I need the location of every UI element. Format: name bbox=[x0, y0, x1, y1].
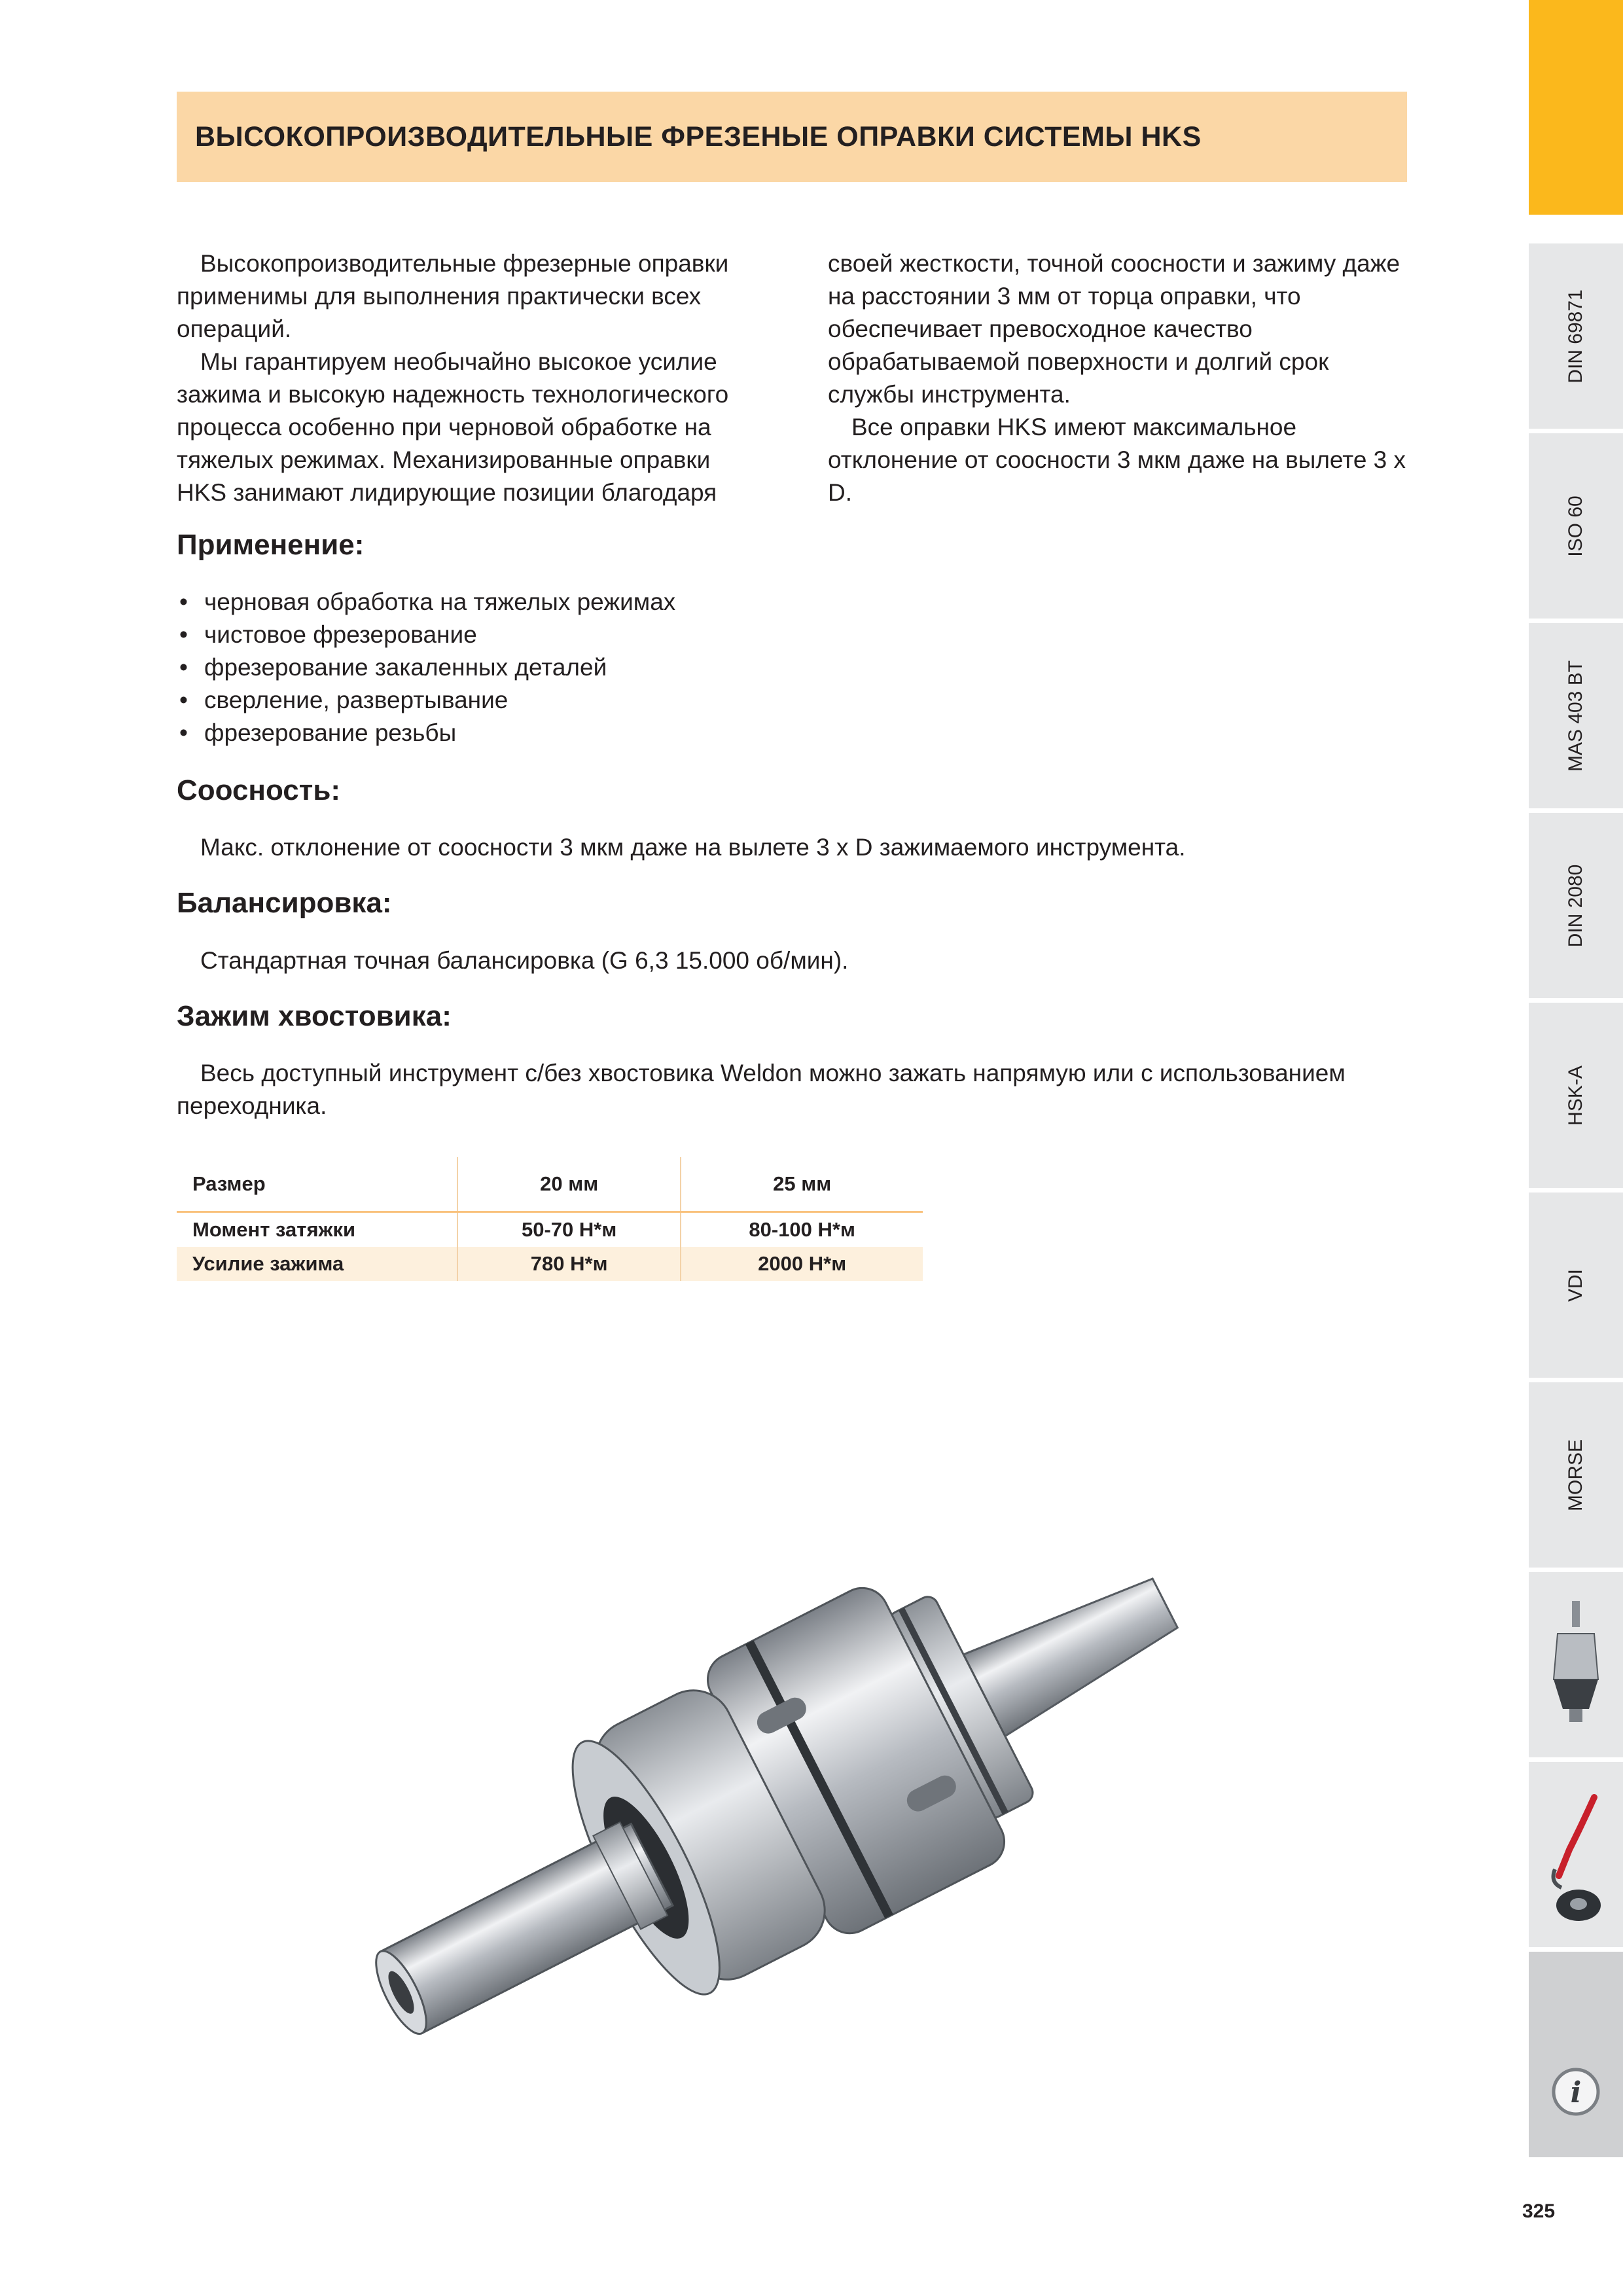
table-cell: Усилие зажима bbox=[177, 1247, 457, 1281]
tab-hsk-a[interactable] bbox=[1529, 1003, 1623, 1191]
tab-wrench-nut[interactable] bbox=[1529, 1762, 1623, 1950]
column-header: 20 мм bbox=[457, 1157, 681, 1212]
tab-label: MORSE bbox=[1565, 1439, 1586, 1511]
column-header: Размер bbox=[177, 1157, 457, 1212]
info-icon bbox=[1543, 1974, 1609, 2118]
table-row bbox=[177, 1212, 923, 1247]
title-bar bbox=[177, 92, 1407, 182]
application-list bbox=[177, 586, 675, 749]
table-cell: 2000 H*м bbox=[681, 1247, 923, 1281]
tab-label: VDI bbox=[1565, 1268, 1586, 1302]
intro-text bbox=[177, 247, 1407, 509]
page-title: ВЫСОКОПРОИЗВОДИТЕЛЬНЫЕ ФРЕЗЕНЫЕ ОПРАВКИ СИСТЕМЫ HKS bbox=[195, 120, 1202, 152]
tab-vdi[interactable] bbox=[1529, 1193, 1623, 1381]
drill-chuck-icon bbox=[1543, 1594, 1609, 1738]
shank-clamping-heading: Зажим хвостовика: bbox=[177, 1000, 452, 1032]
balancing-text: Стандартная точная балансировка (G 6,3 15.000 об/мин). bbox=[200, 947, 849, 974]
list-item: • черновая обработка на тяжелых режимах bbox=[177, 586, 675, 619]
wrench-nut-icon bbox=[1543, 1784, 1609, 1928]
sidebar-tabs bbox=[1529, 0, 1623, 2157]
table-cell: 50-70 H*м bbox=[457, 1212, 681, 1247]
concentricity-text: Макс. отклонение от соосности 3 мкм даже на вылете 3 x D зажимаемого инструмента. bbox=[200, 834, 1186, 861]
tab-din-2080[interactable] bbox=[1529, 813, 1623, 1001]
intro-paragraph: Все оправки HKS имеют максимальное отклонение от соосности 3 мкм даже на вылете 3 x D. bbox=[828, 414, 1406, 506]
intro-paragraph: Высокопроизводительные фрезерные оправки применимы для выполнения практически всех операций. bbox=[177, 250, 729, 342]
tab-drill-chuck[interactable] bbox=[1529, 1572, 1623, 1761]
tab-din-69871[interactable] bbox=[1529, 243, 1623, 432]
tab-morse[interactable] bbox=[1529, 1382, 1623, 1571]
tab-label: DIN 2080 bbox=[1565, 864, 1586, 947]
list-item: • фрезерование закаленных деталей bbox=[177, 651, 675, 684]
tool-holder-image bbox=[327, 1427, 1257, 2160]
tab-label: MAS 403 BT bbox=[1565, 660, 1586, 772]
intro-paragraph: Мы гарантируем необычайно высокое усилие зажима и высокую надежность технологического процесса особенно при черновой обработке на тяжелых режимах. Механизированные оправки HKS занимают лидирующие позиции благодаря своей жесткости, точной соосности и зажиму даже на расстоянии 3 мм от торца оправки, что обеспечивает превосходное качество обрабатываемой поверхности и долгий срок службы инструмента. bbox=[177, 250, 1400, 506]
tab-mas-403-bt[interactable] bbox=[1529, 623, 1623, 812]
table-cell: 80-100 H*м bbox=[681, 1212, 923, 1247]
svg-text:i: i bbox=[1570, 2076, 1582, 2109]
table-header-row bbox=[177, 1157, 923, 1212]
tab-label: ISO 60 bbox=[1565, 495, 1586, 557]
concentricity-heading: Соосность: bbox=[177, 774, 341, 806]
application-heading: Применение: bbox=[177, 529, 365, 561]
table-row bbox=[177, 1247, 923, 1281]
shank-clamping-text: Весь доступный инструмент с/без хвостовика Weldon можно зажать напрямую или с использованием переходника. bbox=[177, 1060, 1346, 1119]
tab-iso-60[interactable] bbox=[1529, 433, 1623, 622]
page-number: 325 bbox=[1522, 2200, 1556, 2222]
table-cell: 780 H*м bbox=[457, 1247, 681, 1281]
specs-table bbox=[177, 1157, 923, 1281]
sidebar-accent-tab bbox=[1529, 0, 1623, 215]
tab-label: HSK-A bbox=[1565, 1065, 1586, 1126]
table-cell: Момент затяжки bbox=[192, 1218, 356, 1241]
list-item: • фрезерование резьбы bbox=[177, 717, 675, 749]
column-header: 25 мм bbox=[681, 1157, 923, 1212]
balancing-heading: Балансировка: bbox=[177, 887, 392, 919]
list-item: • чистовое фрезерование bbox=[177, 619, 675, 651]
list-item: • сверление, развертывание bbox=[177, 684, 675, 717]
tab-label: DIN 69871 bbox=[1565, 289, 1586, 384]
tab-info[interactable] bbox=[1529, 1952, 1623, 2157]
